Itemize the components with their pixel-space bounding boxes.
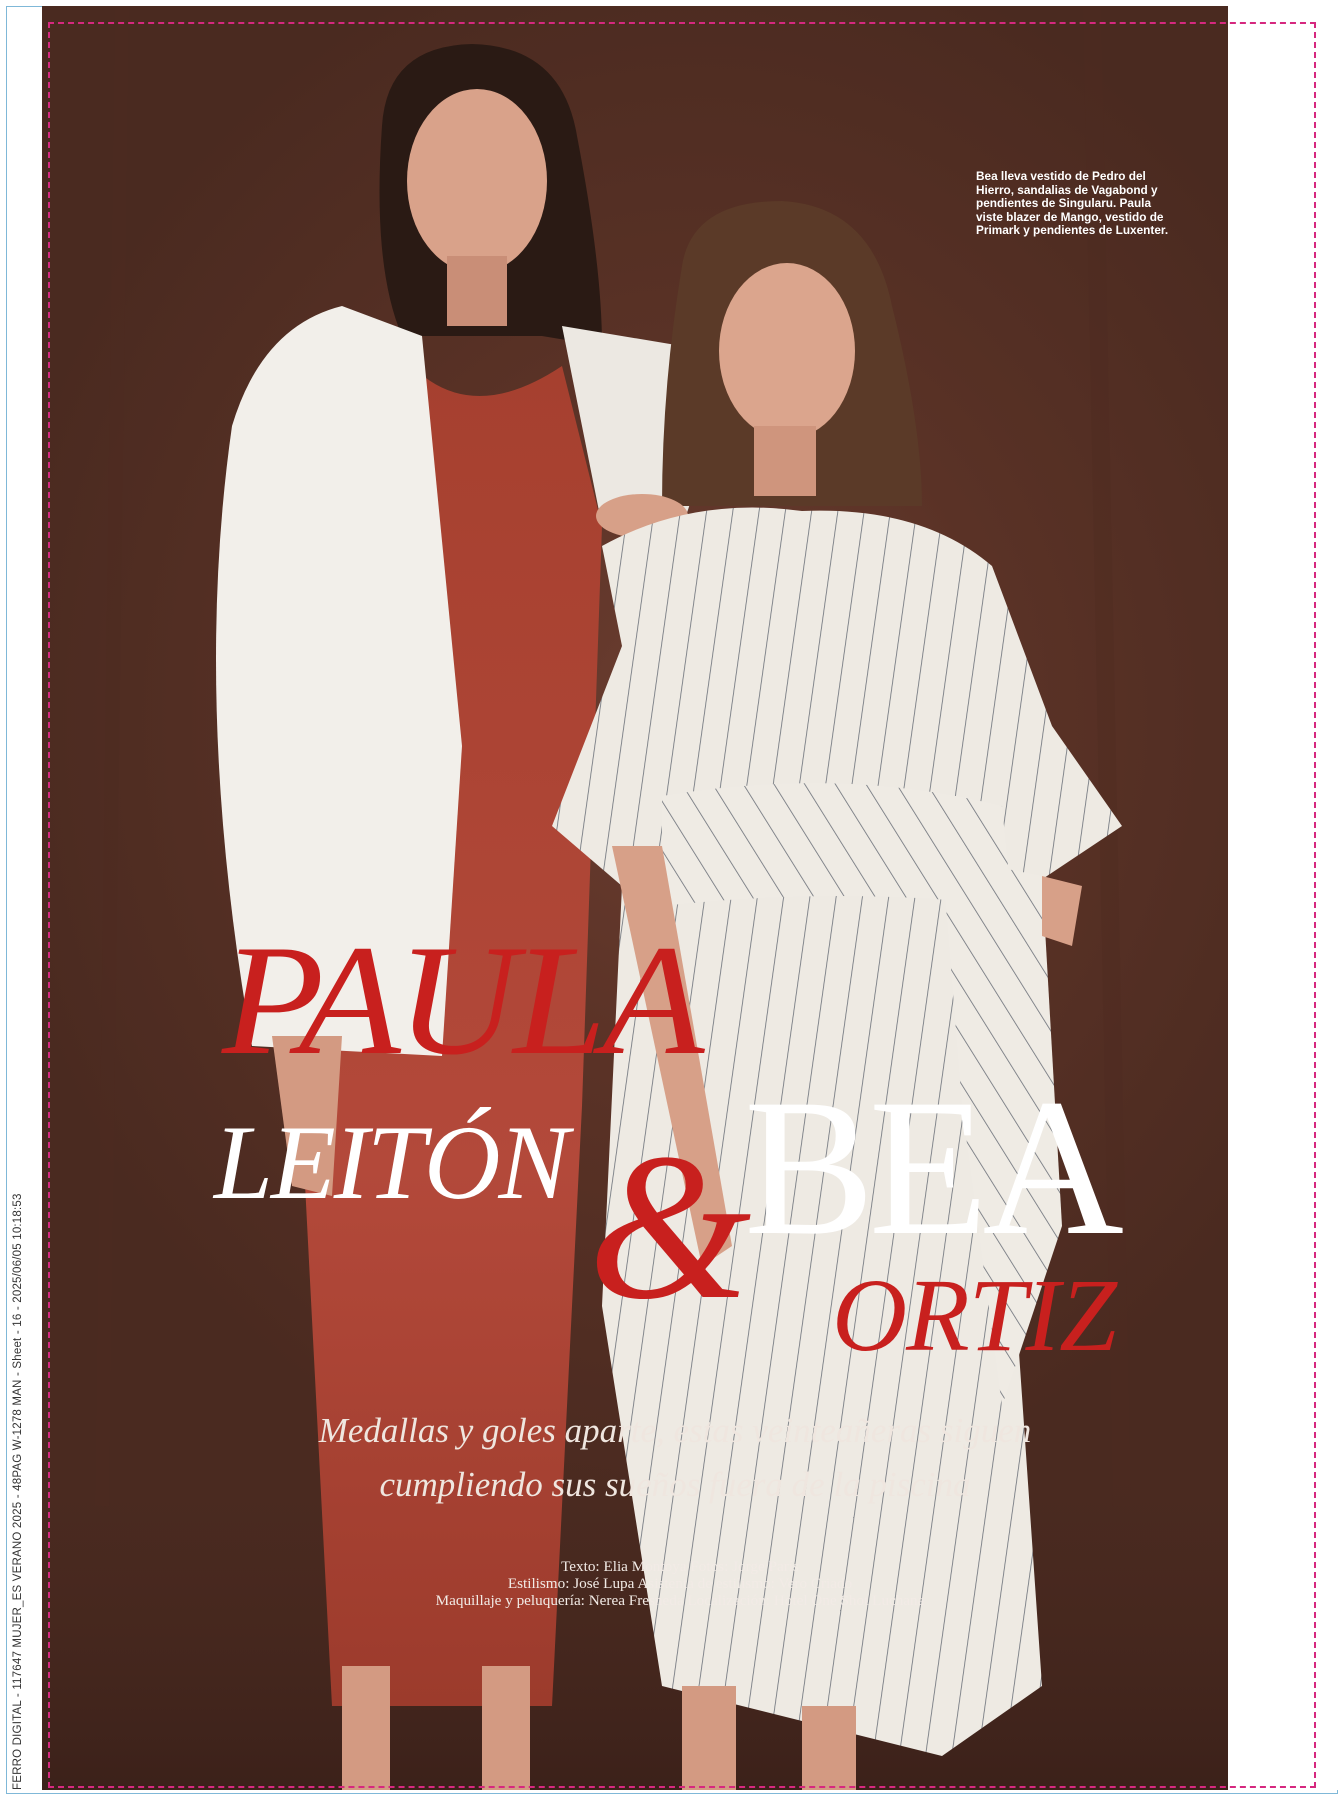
credits-line-1: Texto: Elia Montoya Fotos: Jorge París bbox=[561, 1558, 799, 1575]
page-margin bbox=[1228, 6, 1338, 1790]
cover-photo bbox=[42, 6, 1228, 1790]
credits bbox=[340, 1558, 1020, 1609]
credits-line-2: Estilismo: José Lupa Asistenta de estilismo: Vero Criado bbox=[507, 1575, 853, 1592]
subtitle-line-1: Medallas y goles aparte, estas veinteañeras siguen bbox=[318, 1411, 1032, 1450]
title-bea: BEA bbox=[744, 1059, 1118, 1276]
title-paula: PAULA bbox=[222, 913, 701, 1088]
credits-line-3: Maquillaje y peluquería: Nerea Fresneda Localización: Hotel One Shot Luchana bbox=[435, 1592, 925, 1609]
photo-caption: Bea lleva vestido de Pedro del Hierro, sandalias de Vagabond y pendientes de Singularu. Paula viste blazer de Mango, vestido de Primark y pendientes de Luxenter. bbox=[976, 169, 1169, 238]
title-leiton: LEITÓN bbox=[214, 1104, 568, 1221]
print-slug bbox=[12, 0, 30, 1790]
title-ampersand: & bbox=[588, 1111, 752, 1343]
slug-text: FERRO DIGITAL - 117647 MUJER_ES VERANO 2025 - 48PAG W-1278 MAN - Sheet - 16 - 2025/06/05 10:18:53 bbox=[12, 1193, 24, 1790]
photo-illustration bbox=[42, 6, 1228, 1790]
subtitle bbox=[250, 1404, 1100, 1512]
subtitle-line-2: cumpliendo sus sueños fuera de la piscina bbox=[379, 1465, 971, 1504]
title-ortiz: ORTIZ bbox=[832, 1258, 1116, 1373]
